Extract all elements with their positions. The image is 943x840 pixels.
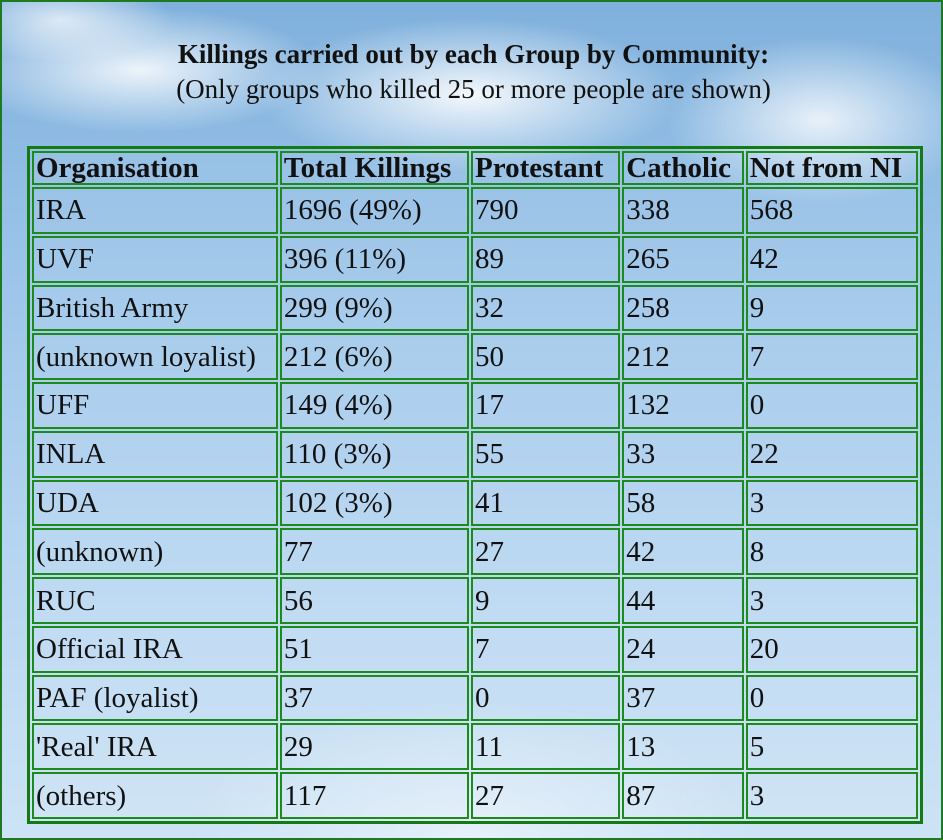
cell-not-from-ni: 8	[746, 528, 918, 575]
cell-organisation: (unknown loyalist)	[32, 333, 278, 380]
table-row	[32, 675, 918, 722]
cell-protestant: 11	[471, 723, 620, 770]
cell-protestant: 32	[471, 285, 620, 332]
table-row	[32, 236, 918, 283]
cell-total-killings: 102 (3%)	[280, 480, 469, 527]
cell-organisation: INLA	[32, 431, 278, 478]
column-header-not-from-ni: Not from NI	[746, 151, 918, 185]
table-row	[32, 431, 918, 478]
cell-not-from-ni: 20	[746, 626, 918, 673]
cell-protestant: 50	[471, 333, 620, 380]
table-header-row	[32, 151, 918, 185]
column-header-protestant: Protestant	[471, 151, 620, 185]
cell-catholic: 33	[622, 431, 743, 478]
cell-catholic: 132	[622, 382, 743, 429]
cell-protestant: 790	[471, 187, 620, 234]
cell-not-from-ni: 9	[746, 285, 918, 332]
cell-organisation: British Army	[32, 285, 278, 332]
table-row	[32, 528, 918, 575]
cell-protestant: 27	[471, 528, 620, 575]
cell-total-killings: 29	[280, 723, 469, 770]
cell-not-from-ni: 0	[746, 382, 918, 429]
cell-catholic: 44	[622, 577, 743, 624]
table-row	[32, 480, 918, 527]
cell-organisation: (others)	[32, 772, 278, 819]
cell-total-killings: 110 (3%)	[280, 431, 469, 478]
cell-total-killings: 396 (11%)	[280, 236, 469, 283]
cell-not-from-ni: 3	[746, 577, 918, 624]
cell-total-killings: 1696 (49%)	[280, 187, 469, 234]
cell-total-killings: 56	[280, 577, 469, 624]
table-row	[32, 723, 918, 770]
page-subtitle: (Only groups who killed 25 or more people are shown)	[176, 74, 771, 104]
cell-catholic: 24	[622, 626, 743, 673]
cell-not-from-ni: 5	[746, 723, 918, 770]
cell-total-killings: 212 (6%)	[280, 333, 469, 380]
column-header-catholic: Catholic	[622, 151, 743, 185]
cell-catholic: 212	[622, 333, 743, 380]
table-row	[32, 626, 918, 673]
cell-protestant: 41	[471, 480, 620, 527]
cell-catholic: 258	[622, 285, 743, 332]
cell-protestant: 7	[471, 626, 620, 673]
cell-catholic: 58	[622, 480, 743, 527]
cell-organisation: Official IRA	[32, 626, 278, 673]
title-block	[2, 36, 943, 106]
cell-organisation: 'Real' IRA	[32, 723, 278, 770]
page-title: Killings carried out by each Group by Community:	[177, 39, 770, 69]
cell-not-from-ni: 22	[746, 431, 918, 478]
table-row	[32, 382, 918, 429]
cell-protestant: 17	[471, 382, 620, 429]
cell-total-killings: 37	[280, 675, 469, 722]
cell-organisation: UDA	[32, 480, 278, 527]
cell-organisation: IRA	[32, 187, 278, 234]
cell-catholic: 87	[622, 772, 743, 819]
column-header-total-killings: Total Killings	[280, 151, 469, 185]
cell-catholic: 42	[622, 528, 743, 575]
cell-organisation: UFF	[32, 382, 278, 429]
cell-protestant: 9	[471, 577, 620, 624]
cell-protestant: 89	[471, 236, 620, 283]
cell-not-from-ni: 3	[746, 772, 918, 819]
killings-table	[27, 146, 923, 824]
cell-organisation: PAF (loyalist)	[32, 675, 278, 722]
cell-catholic: 338	[622, 187, 743, 234]
table-row	[32, 187, 918, 234]
table-row	[32, 333, 918, 380]
cell-catholic: 265	[622, 236, 743, 283]
cell-total-killings: 117	[280, 772, 469, 819]
cell-organisation: UVF	[32, 236, 278, 283]
cell-organisation: RUC	[32, 577, 278, 624]
cell-total-killings: 149 (4%)	[280, 382, 469, 429]
cell-protestant: 27	[471, 772, 620, 819]
cell-total-killings: 299 (9%)	[280, 285, 469, 332]
cell-catholic: 13	[622, 723, 743, 770]
cell-not-from-ni: 7	[746, 333, 918, 380]
table-row	[32, 285, 918, 332]
cell-protestant: 55	[471, 431, 620, 478]
table-row	[32, 577, 918, 624]
table-row	[32, 772, 918, 819]
column-header-organisation: Organisation	[32, 151, 278, 185]
cell-not-from-ni: 0	[746, 675, 918, 722]
cell-not-from-ni: 42	[746, 236, 918, 283]
cell-not-from-ni: 568	[746, 187, 918, 234]
cell-catholic: 37	[622, 675, 743, 722]
cell-not-from-ni: 3	[746, 480, 918, 527]
cell-total-killings: 51	[280, 626, 469, 673]
cell-protestant: 0	[471, 675, 620, 722]
cell-total-killings: 77	[280, 528, 469, 575]
cell-organisation: (unknown)	[32, 528, 278, 575]
